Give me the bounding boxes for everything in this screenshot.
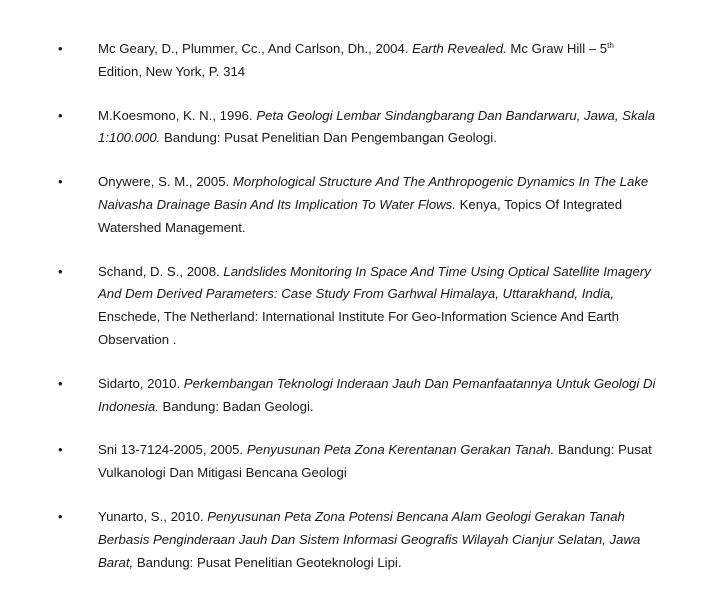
bullet-icon: •: [58, 375, 63, 391]
reference-title: Perkembangan Teknologi Inderaan Jauh Dan Pemanfaatannya Untuk Geologi Di Indonesia.: [98, 375, 656, 414]
reference-item: [0, 261, 720, 352]
reference-publisher: Mc Graw Hill – 5: [506, 41, 608, 56]
reference-item: [0, 171, 720, 239]
reference-item: [0, 38, 720, 84]
reference-title: Penyusunan Peta Zona Kerentanan Gerakan Tanah.: [246, 442, 555, 458]
reference-item: [0, 439, 720, 485]
reference-authors-year: Schand, D. S., 2008.: [98, 263, 224, 279]
reference-authors-year: Sni 13-7124-2005, 2005.: [98, 442, 247, 458]
reference-item: [0, 506, 720, 574]
reference-edition: Edition, New York, P. 314: [98, 63, 246, 79]
bullet-icon: •: [58, 41, 63, 56]
reference-title: Morphological Structure And The Anthropogenic Dynamics In The Lake Naivasha Drainage Basin And Its Implication To Water Flows.: [98, 174, 649, 212]
reference-publisher: Bandung: Pusat Vulkanologi Dan Mitigasi Bencana Geologi: [98, 442, 652, 481]
reference-item: [0, 373, 720, 419]
bullet-icon: •: [58, 263, 63, 279]
reference-publisher: Enschede, The Netherland: International Institute For Geo-Information Science And Earth Observation .: [98, 309, 619, 347]
reference-item: [0, 105, 720, 151]
bullet-icon: •: [58, 107, 63, 123]
reference-title: Penyusunan Peta Zona Potensi Bencana Alam Geologi Gerakan Tanah Berbasis Penginderaan Jauh Dan Sistem Informasi Geografis Wilayah Cianjur Selatan, Jawa Barat,: [98, 508, 641, 570]
bullet-icon: •: [58, 508, 63, 524]
reference-publisher: Bandung: Pusat Penelitian Dan Pengembangan Geologi.: [160, 130, 497, 146]
reference-authors-year: Sidarto, 2010.: [98, 375, 184, 391]
bullet-icon: •: [58, 442, 63, 458]
reference-authors-year: Onywere, S. M., 2005.: [98, 174, 233, 190]
reference-authors-year: M.Koesmono, K. N., 1996.: [98, 107, 257, 123]
reference-authors-year: Yunarto, S., 2010.: [98, 508, 208, 524]
reference-authors-year: Mc Geary, D., Plummer, Cc., And Carlson, Dh., 2004.: [98, 41, 413, 56]
reference-list: [0, 38, 720, 595]
reference-publisher: Bandung: Badan Geologi.: [158, 398, 314, 414]
reference-publisher: Bandung: Pusat Penelitian Geoteknologi Lipi.: [133, 554, 402, 570]
reference-title: Peta Geologi Lembar Sindangbarang Dan Bandarwaru, Jawa, Skala 1:100.000.: [98, 107, 656, 146]
reference-title: Earth Revealed.: [412, 41, 507, 56]
bullet-icon: •: [58, 174, 63, 190]
reference-title: Landslides Monitoring In Space And Time Using Optical Satellite Imagery And Dem Derived Parameters: Case Study From Garhwal Himalaya, Uttarakhand, India,: [98, 263, 651, 302]
reference-publisher: Kenya, Topics Of Integrated Watershed Management.: [98, 196, 623, 235]
reference-superscript: th: [607, 41, 614, 50]
